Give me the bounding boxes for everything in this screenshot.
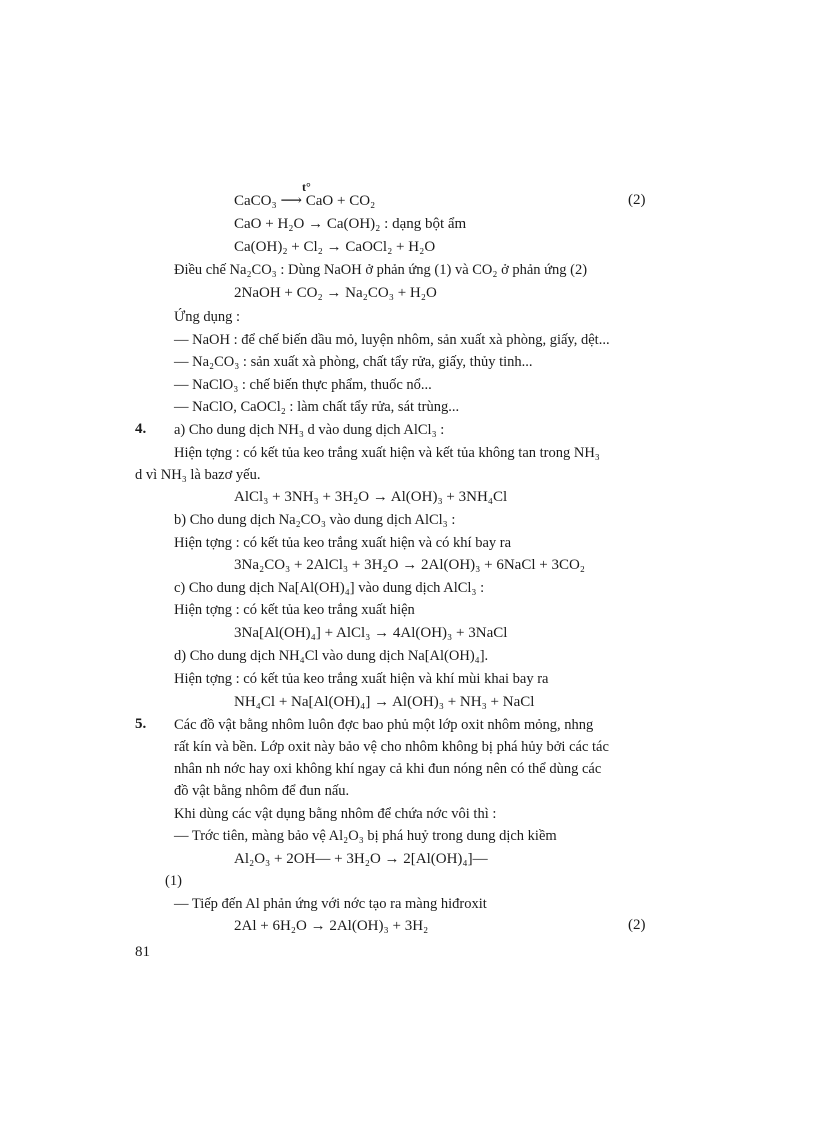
page-number: 81	[135, 944, 150, 960]
equation-cao-water: CaO + H₂O → Ca(OH)₂ : dạng bột ẩm	[234, 216, 467, 232]
equation-number: (2)	[628, 192, 646, 208]
part-b-phenomenon: Hiện tợng : có kết tủa keo trắng xuất hiện và có khí bay ra	[174, 535, 512, 551]
equation-part-b: 3Na₂CO₃ + 2AlCl₃ + 3H₂O → 2Al(OH)₃ + 6NaCl + 3CO₂	[234, 557, 586, 573]
paragraph-line-2: rất kín và bền. Lớp oxit này bảo vệ cho nhôm không bị phá hủy bởi các tác	[174, 739, 609, 755]
part-a-reason: d vì NH₃ là bazơ yếu.	[135, 467, 261, 483]
equation-number: (1)	[165, 873, 182, 889]
paragraph-na2co3-prep: Điều chế Na₂CO₃ : Dùng NaOH ở phản ứng (1) và CO₂ ở phản ứng (2)	[174, 262, 588, 278]
step-2-text: — Tiếp đến Al phản ứng với nớc tạo ra màng hiđroxit	[174, 896, 487, 912]
equation-al-water: 2Al + 6H₂O → 2Al(OH)₃ + 3H₂	[234, 918, 429, 934]
list-item-naoh: — NaOH : để chế biến dầu mỏ, luyện nhôm, sản xuất xà phòng, giấy, dệt...	[174, 332, 610, 348]
question-number-4: 4.	[135, 421, 147, 437]
part-a-phenomenon: Hiện tợng : có kết tủa keo trắng xuất hiện và kết tủa không tan trong NH₃	[174, 445, 600, 461]
heat-symbol: t°	[302, 180, 311, 194]
list-item-naclo3: — NaClO₃ : chế biến thực phẩm, thuốc nổ...	[174, 377, 432, 393]
equation-naoh-co2: 2NaOH + CO₂ → Na₂CO₃ + H₂O	[234, 285, 437, 301]
equation-part-a: AlCl₃ + 3NH₃ + 3H₂O → Al(OH)₃ + 3NH₄Cl	[234, 489, 508, 505]
equation-part-c: 3Na[Al(OH)₄] + AlCl₃ → 4Al(OH)₃ + 3NaCl	[234, 625, 508, 641]
part-a-heading: a) Cho dung dịch NH₃ d vào dung dịch AlCl₃ :	[174, 422, 445, 438]
part-d-phenomenon: Hiện tợng : có kết tủa keo trắng xuất hiện và khí mùi khai bay ra	[174, 671, 549, 687]
heading-applications: Ứng dụng :	[174, 309, 241, 325]
part-b-heading: b) Cho dung dịch Na₂CO₃ vào dung dịch AlCl₃ :	[174, 512, 456, 528]
equation-number: (2)	[628, 917, 646, 933]
part-d-heading: d) Cho dung dịch NH₄Cl vào dung dịch Na[Al(OH)₄].	[174, 648, 489, 664]
list-item-na2co3: — Na₂CO₃ : sản xuất xà phòng, chất tẩy rửa, giấy, thủy tinh...	[174, 354, 533, 370]
equation-caoh2-chlorine: Ca(OH)₂ + Cl₂ → CaOCl₂ + H₂O	[234, 239, 436, 255]
list-item-naclo-caocl2: — NaClO, CaOCl₂ : làm chất tẩy rửa, sát trùng...	[174, 399, 460, 415]
step-1-text: — Trớc tiên, màng bảo vệ Al₂O₃ bị phá huỷ trong dung dịch kiềm	[174, 828, 557, 844]
equation-al2o3-oh: Al₂O₃ + 2OH— + 3H₂O → 2[Al(OH)₄]—	[234, 851, 488, 867]
paragraph-line-3: nhân nh nớc hay oxi không khí ngay cả khi đun nóng nên có thể dùng các	[174, 761, 602, 777]
question-number-5: 5.	[135, 716, 147, 732]
paragraph-line-1: Các đồ vật bằng nhôm luôn đợc bao phủ một lớp oxit nhôm mỏng, nhng	[174, 717, 594, 733]
paragraph-limewater: Khi dùng các vật dụng bằng nhôm để chứa nớc vôi thì :	[174, 806, 497, 822]
equation-part-d: NH₄Cl + Na[Al(OH)₄] → Al(OH)₃ + NH₃ + NaCl	[234, 694, 535, 710]
equation-caco3-decomposition: CaCO₃ ⟶ CaO + CO₂	[234, 193, 376, 209]
part-c-phenomenon: Hiện tợng : có kết tủa keo trắng xuất hiện	[174, 602, 415, 618]
paragraph-line-4: đồ vật bằng nhôm để đun nấu.	[174, 783, 350, 799]
part-c-heading: c) Cho dung dịch Na[Al(OH)₄] vào dung dịch AlCl₃ :	[174, 580, 485, 596]
